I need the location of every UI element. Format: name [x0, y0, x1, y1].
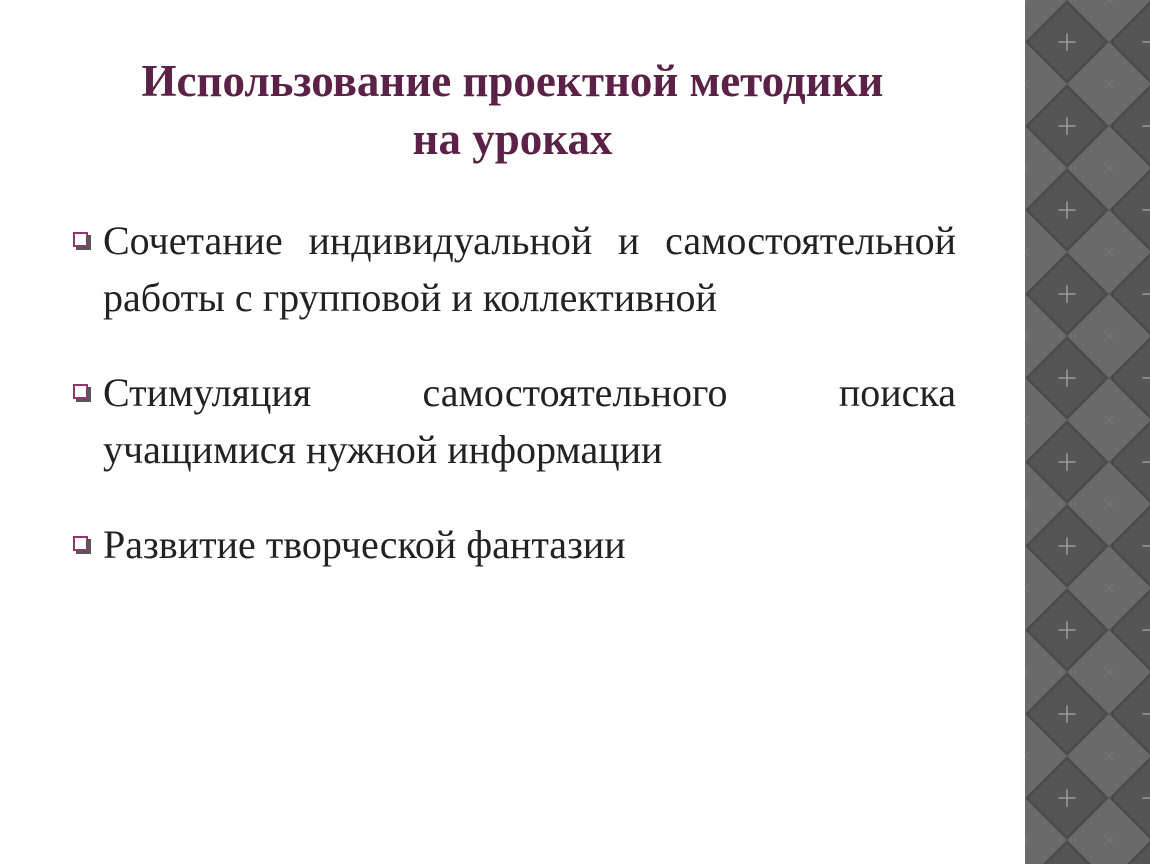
bullet-text: Стимуляция самостоятельного поиска учащимися нужной информации [103, 370, 956, 472]
square-bullet-icon [73, 232, 88, 247]
bullet-item [72, 516, 956, 573]
bullet-text: Развитие творческой фантазии [103, 522, 626, 567]
bullet-text: Сочетание индивидуальной и самостоятельной работы с групповой и коллективной [103, 218, 956, 320]
square-bullet-icon [73, 384, 88, 399]
bullet-list [72, 212, 956, 573]
bullet-item [72, 212, 956, 326]
diamond-pattern [1025, 0, 1150, 864]
bullet-item [72, 364, 956, 478]
slide-title: Использование проектной методики на уроках [141, 56, 884, 164]
decorative-side-panel [1025, 0, 1150, 864]
square-bullet-icon [73, 536, 88, 551]
